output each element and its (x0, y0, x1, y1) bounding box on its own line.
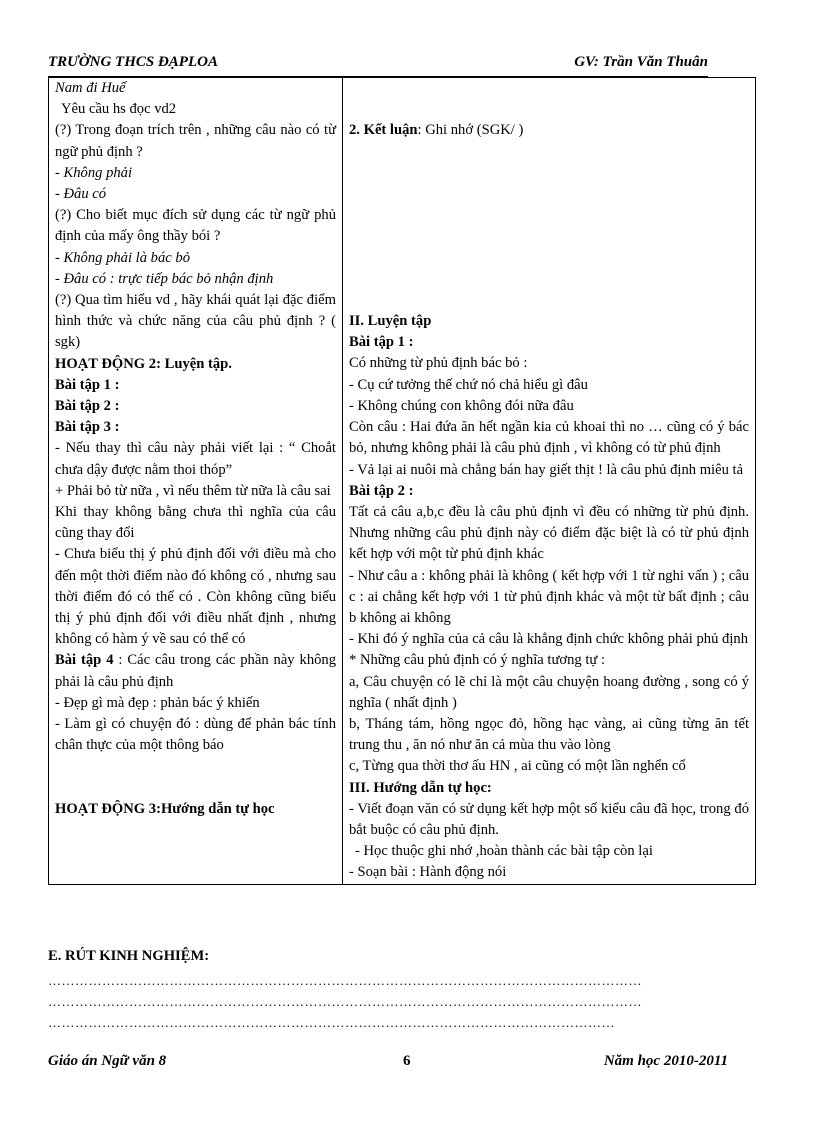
experience-heading: E. RÚT KINH NGHIỆM: (48, 948, 210, 964)
left-line: - Chưa biểu thị ý phủ định đối với điều mà cho đến một thời điểm nào đó không có , nhưng sau thời điểm đó có thể có . Còn không cũng biểu thị ý phủ định đối với điều nhất định , nhưng không có hàm ý về sau có thể có (55, 546, 336, 648)
page-number: 6 (403, 1053, 411, 1069)
left-line: - Đâu có (55, 186, 107, 203)
right-line: Còn câu : Hai đứa ăn hết ngần kia củ khoai thì no … cũng có ý bác bỏ, nhưng không phải là câu phủ định , vì không có từ phủ định (349, 419, 749, 457)
self-study-heading: III. Hướng dẫn tự học: (349, 779, 492, 796)
dotted-line: …………………………………………………………………………………………………………………… (48, 973, 642, 988)
left-line: + Phải bỏ từ nữa , vì nếu thêm từ nữa là câu sai (55, 482, 331, 499)
exercise-4-text: : Các câu trong các phần này không phải là câu phủ định (55, 652, 337, 690)
footer-year: Năm học 2010-2011 (603, 1053, 728, 1069)
left-line: Yêu cầu hs đọc vd2 (61, 101, 177, 118)
exercise-heading: Bài tập 2 : (349, 482, 414, 499)
exercise-heading: Bài tập 2 : (55, 398, 120, 415)
right-line: - Vả lại ai nuôi mà chẳng bán hay giết thịt ! là câu phủ định miêu tả (349, 461, 744, 478)
right-line: b, Tháng tám, hồng ngọc đỏ, hồng hạc vàng, ai cũng từng ăn tết trung thu , ăn nó như ăn cả mùa thu vào lòng (349, 715, 749, 754)
left-line: - Nếu thay thì câu này phải viết lại : “ Choắt chưa dậy được nằm thoi thóp” (55, 440, 336, 478)
right-line: - Như câu a : không phải là không ( kết hợp với 1 từ nghi vấn ) ; câu c : ai chẳng kết hợp với 1 từ phủ định khác và một từ bất định ; câu b không ai không (349, 567, 749, 626)
right-line: - Viết đoạn văn có sử dụng kết hợp một số kiểu câu đã học, trong đó bắt buộc có câu phủ định. (349, 800, 749, 838)
left-line: - Không phải (55, 164, 133, 181)
dotted-line: ……………………………………………………………………………………………………………… (48, 1015, 615, 1030)
dotted-line: …………………………………………………………………………………………………………………… (48, 994, 642, 1009)
exercise-heading: Bài tập 1 : (55, 376, 120, 393)
left-line: - Đâu có : trực tiếp bác bỏ nhận định (55, 270, 274, 287)
right-line: - Cụ cứ tưởng thế chứ nó chả hiểu gì đâu (349, 376, 588, 393)
lesson-table (48, 77, 756, 885)
footer-subject: Giáo án Ngữ văn 8 (48, 1053, 167, 1069)
conclusion-text: : Ghi nhớ (SGK/ ) (417, 122, 524, 139)
left-column (49, 78, 343, 885)
left-line: (?) Qua tìm hiểu vd , hãy khái quát lại đặc điểm hình thức và chức năng của câu phủ định ? ( sgk) (55, 292, 336, 351)
left-line: - Làm gì có chuyện đó : dùng để phản bác tính chân thực của một thông báo (55, 716, 336, 754)
activity-3-heading: HOẠT ĐỘNG 3:Hướng dẫn tự học (55, 800, 275, 817)
left-line: (?) Cho biết mục đích sử dụng các từ ngữ phủ định của mấy ông thầy bói ? (55, 207, 336, 245)
right-line: - Khi đó ý nghĩa của cả câu là khẳng định chức không phải phủ định (349, 631, 748, 648)
right-line: Có những từ phủ định bác bỏ : (349, 355, 528, 372)
right-line: - Không chúng con không đói nữa đâu (349, 397, 574, 414)
conclusion-label: 2. Kết luận (349, 122, 418, 139)
left-line: - Đẹp gì mà đẹp : phản bác ý khiến (55, 694, 260, 711)
teacher-name: GV: Trần Văn Thuân (574, 54, 708, 70)
right-line: c, Từng qua thời thơ ấu HN , ai cũng có một lần nghển cổ (349, 758, 686, 775)
page-header (48, 54, 708, 77)
right-line: - Học thuộc ghi nhớ ,hoàn thành các bài tập còn lại (355, 843, 653, 860)
school-name: TRƯỜNG THCS ĐẠPLOA (48, 54, 218, 70)
left-line: (?) Trong đoạn trích trên , những câu nào có từ ngữ phủ định ? (55, 122, 336, 160)
exercise-heading: Bài tập 4 (55, 652, 114, 669)
right-line: a, Câu chuyện có lẽ chỉ là một câu chuyện hoang đường , song có ý nghĩa ( nhất định ) (349, 673, 749, 711)
right-line: Tất cả câu a,b,c đều là câu phủ định vì đều có những từ phủ định. Nhưng những câu phủ định này có điểm đặc biệt là có từ phủ định kết hợp với một từ phủ định khác (349, 503, 749, 563)
right-column (343, 78, 756, 885)
left-line: Nam đi Huế (55, 80, 126, 96)
left-line: Khi thay không bằng chưa thì nghĩa của câu cũng thay đổi (55, 504, 336, 542)
exercise-heading: Bài tập 1 : (349, 334, 414, 351)
exercise-heading: Bài tập 3 : (55, 419, 120, 436)
conclusion-line (349, 120, 749, 141)
right-line: * Những câu phủ định có ý nghĩa tương tự : (349, 652, 605, 669)
practice-heading: II. Luyện tập (349, 313, 432, 330)
left-line: - Không phải là bác bỏ (55, 249, 190, 266)
exercise-4-line (55, 650, 336, 692)
activity-2-heading: HOẠT ĐỘNG 2: Luyện tập. (55, 355, 232, 372)
right-line: - Soạn bài : Hành động nói (349, 864, 507, 881)
